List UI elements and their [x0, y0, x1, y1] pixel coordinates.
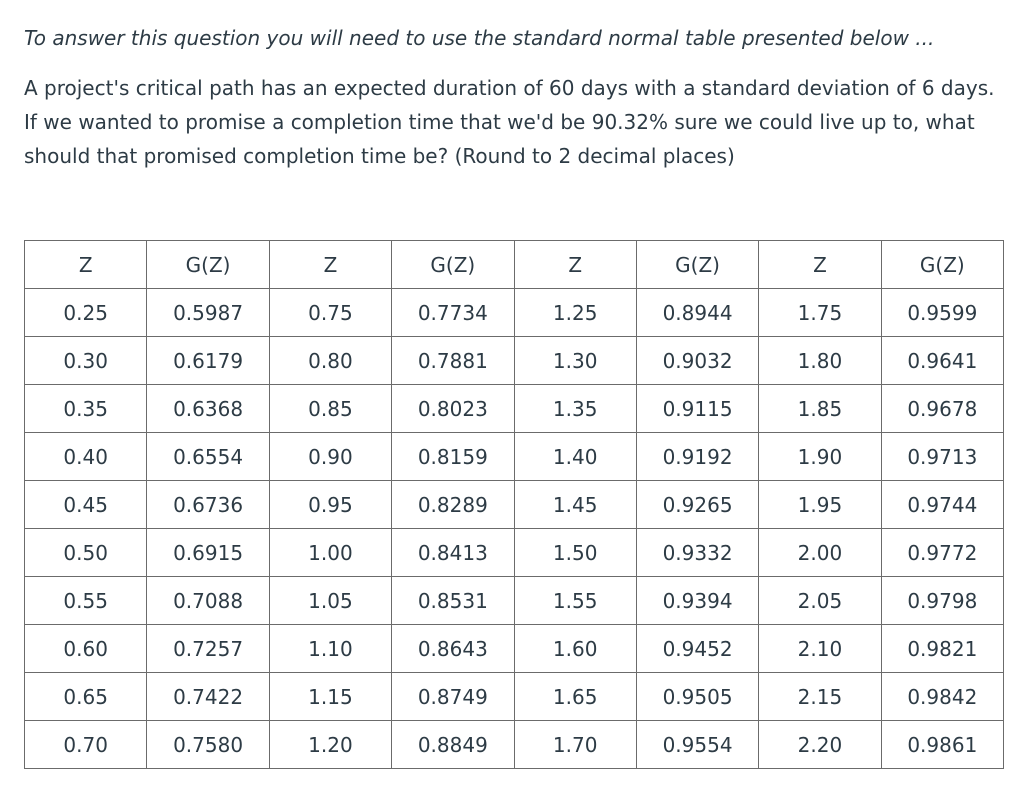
- gz-value-cell: 0.9713: [881, 433, 1003, 481]
- table-body: [25, 289, 1004, 769]
- table-row: [25, 385, 1004, 433]
- gz-value-cell: 0.7580: [147, 721, 269, 769]
- z-value-cell: 1.20: [269, 721, 391, 769]
- z-value-cell: 1.35: [514, 385, 636, 433]
- z-value-cell: 1.60: [514, 625, 636, 673]
- gz-value-cell: 0.9505: [636, 673, 758, 721]
- column-header-z: Z: [514, 241, 636, 289]
- gz-value-cell: 0.9744: [881, 481, 1003, 529]
- gz-value-cell: 0.8413: [392, 529, 514, 577]
- gz-value-cell: 0.9641: [881, 337, 1003, 385]
- table-row: [25, 721, 1004, 769]
- gz-value-cell: 0.9265: [636, 481, 758, 529]
- z-value-cell: 1.75: [759, 289, 881, 337]
- table-row: [25, 289, 1004, 337]
- gz-value-cell: 0.8289: [392, 481, 514, 529]
- gz-value-cell: 0.7881: [392, 337, 514, 385]
- table-row: [25, 673, 1004, 721]
- z-value-cell: 1.15: [269, 673, 391, 721]
- gz-value-cell: 0.7257: [147, 625, 269, 673]
- column-header-gz: G(Z): [392, 241, 514, 289]
- gz-value-cell: 0.9032: [636, 337, 758, 385]
- table-row: [25, 433, 1004, 481]
- z-value-cell: 1.05: [269, 577, 391, 625]
- column-header-gz: G(Z): [881, 241, 1003, 289]
- gz-value-cell: 0.9599: [881, 289, 1003, 337]
- z-value-cell: 0.50: [25, 529, 147, 577]
- gz-value-cell: 0.6554: [147, 433, 269, 481]
- gz-value-cell: 0.5987: [147, 289, 269, 337]
- z-value-cell: 1.90: [759, 433, 881, 481]
- z-value-cell: 1.25: [514, 289, 636, 337]
- gz-value-cell: 0.9821: [881, 625, 1003, 673]
- gz-value-cell: 0.9394: [636, 577, 758, 625]
- z-value-cell: 0.60: [25, 625, 147, 673]
- gz-value-cell: 0.9115: [636, 385, 758, 433]
- z-value-cell: 1.50: [514, 529, 636, 577]
- z-value-cell: 2.10: [759, 625, 881, 673]
- gz-value-cell: 0.9842: [881, 673, 1003, 721]
- z-value-cell: 1.40: [514, 433, 636, 481]
- z-value-cell: 1.95: [759, 481, 881, 529]
- column-header-z: Z: [759, 241, 881, 289]
- z-value-cell: 0.65: [25, 673, 147, 721]
- z-value-cell: 1.85: [759, 385, 881, 433]
- question-text: A project's critical path has an expected duration of 60 days with a standard deviation of 6 days. If we wanted to promise a completion time that we'd be 90.32% sure we could live up to, what should that promised completion time be? (Round to 2 decimal places): [24, 76, 995, 168]
- z-value-cell: 2.20: [759, 721, 881, 769]
- gz-value-cell: 0.8643: [392, 625, 514, 673]
- standard-normal-table-container: [24, 240, 1004, 769]
- gz-value-cell: 0.9861: [881, 721, 1003, 769]
- gz-value-cell: 0.8944: [636, 289, 758, 337]
- z-value-cell: 0.40: [25, 433, 147, 481]
- table-row: [25, 625, 1004, 673]
- z-value-cell: 0.80: [269, 337, 391, 385]
- gz-value-cell: 0.9678: [881, 385, 1003, 433]
- gz-value-cell: 0.7734: [392, 289, 514, 337]
- gz-value-cell: 0.8531: [392, 577, 514, 625]
- z-value-cell: 1.10: [269, 625, 391, 673]
- z-value-cell: 0.95: [269, 481, 391, 529]
- z-value-cell: 0.25: [25, 289, 147, 337]
- table-row: [25, 337, 1004, 385]
- z-value-cell: 0.90: [269, 433, 391, 481]
- column-header-z: Z: [269, 241, 391, 289]
- column-header-gz: G(Z): [636, 241, 758, 289]
- question-intro: To answer this question you will need to use the standard normal table presented below ...: [24, 26, 935, 50]
- z-value-cell: 0.75: [269, 289, 391, 337]
- gz-value-cell: 0.6179: [147, 337, 269, 385]
- z-value-cell: 0.45: [25, 481, 147, 529]
- gz-value-cell: 0.6915: [147, 529, 269, 577]
- z-value-cell: 0.85: [269, 385, 391, 433]
- gz-value-cell: 0.6736: [147, 481, 269, 529]
- gz-value-cell: 0.6368: [147, 385, 269, 433]
- table-row: [25, 481, 1004, 529]
- z-value-cell: 1.30: [514, 337, 636, 385]
- z-value-cell: 1.55: [514, 577, 636, 625]
- table-header-row: [25, 241, 1004, 289]
- z-value-cell: 1.00: [269, 529, 391, 577]
- gz-value-cell: 0.9332: [636, 529, 758, 577]
- gz-value-cell: 0.8023: [392, 385, 514, 433]
- z-value-cell: 0.55: [25, 577, 147, 625]
- z-value-cell: 1.65: [514, 673, 636, 721]
- z-value-cell: 1.80: [759, 337, 881, 385]
- z-value-cell: 0.30: [25, 337, 147, 385]
- z-value-cell: 2.05: [759, 577, 881, 625]
- gz-value-cell: 0.8849: [392, 721, 514, 769]
- z-value-cell: 0.35: [25, 385, 147, 433]
- gz-value-cell: 0.7422: [147, 673, 269, 721]
- gz-value-cell: 0.9772: [881, 529, 1003, 577]
- column-header-z: Z: [25, 241, 147, 289]
- column-header-gz: G(Z): [147, 241, 269, 289]
- gz-value-cell: 0.7088: [147, 577, 269, 625]
- table-row: [25, 529, 1004, 577]
- table-row: [25, 577, 1004, 625]
- z-value-cell: 1.70: [514, 721, 636, 769]
- gz-value-cell: 0.8159: [392, 433, 514, 481]
- gz-value-cell: 0.9798: [881, 577, 1003, 625]
- gz-value-cell: 0.8749: [392, 673, 514, 721]
- z-value-cell: 2.15: [759, 673, 881, 721]
- z-value-cell: 2.00: [759, 529, 881, 577]
- z-value-cell: 1.45: [514, 481, 636, 529]
- z-value-cell: 0.70: [25, 721, 147, 769]
- gz-value-cell: 0.9192: [636, 433, 758, 481]
- gz-value-cell: 0.9452: [636, 625, 758, 673]
- gz-value-cell: 0.9554: [636, 721, 758, 769]
- standard-normal-table: [24, 240, 1004, 769]
